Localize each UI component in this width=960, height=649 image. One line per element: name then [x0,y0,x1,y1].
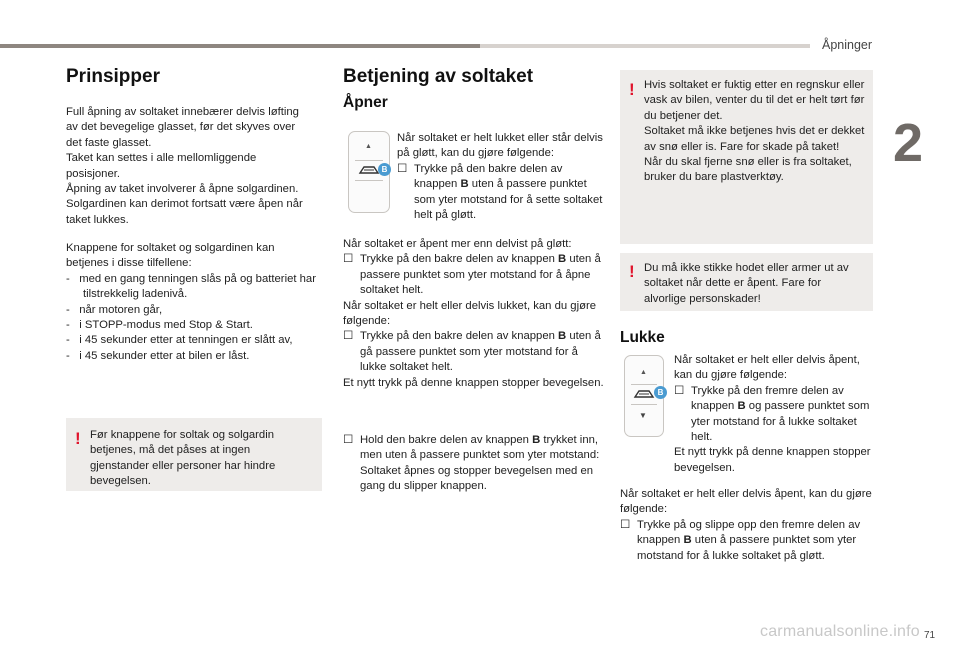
list-item: - når motoren går, [66,303,163,316]
bullet-item: ☐ Trykke på den bakre delen av knappen B uten å gå passere punktet som yter motstand for å lukke soltaket helt. [343,330,601,374]
list-item: - i STOPP-modus med Stop & Start. [66,319,253,332]
col1-para2 [66,241,328,364]
watermark: carmanualsonline.info [760,623,920,640]
col1-title-wrap [66,66,160,88]
checkbox-bullet-icon: ☐ [674,384,685,397]
col2-body [343,237,605,391]
bullet-item: ☐ Trykke på den bakre delen av knappen B uten å passere punktet som yter motstand for å åpne soltaket helt. [343,253,601,297]
bullet-item: ☐ Trykke på den bakre delen av knappen B uten å passere punktet som yter motstand for å sette soltaket helt på gløtt. [397,162,603,222]
list-item: - i 45 sekunder etter at tenningen er slått av, [66,334,293,347]
sunroof-icon [633,389,655,399]
col3-final [620,487,875,564]
arrow-up-icon: ▲ [365,143,372,150]
warning-box-3 [620,253,873,311]
header-rule-light [480,44,810,48]
list-item: - i 45 sekunder etter at bilen er låst. [66,349,250,362]
warning-icon: ! [629,80,635,99]
close-intro: Når soltaket er helt eller delvis åpent, kan du gjøre følgende: [674,354,860,382]
divider [355,160,383,161]
text-line: Full åpning av soltaket innebærer delvis løfting [66,106,299,118]
text-line: taket lukkes. [66,213,129,226]
warning-icon: ! [629,262,635,281]
text-line: Knappene for soltaket og solgardinen kan [66,242,275,254]
text-line: Solgardinen kan derimot fortsatt være åpen når [66,198,303,211]
checkbox-bullet-icon: ☐ [343,434,354,446]
arrow-down-icon: ▼ [639,411,647,420]
text-line: av det bevegelige glasset, før det skyves over [66,121,296,134]
warning-box-1 [66,418,322,491]
warning-text: Hvis soltaket er fuktig etter en regnskur eller vask av bilen, venter du til det er helt tørt før du betjener det. Soltaket må ikke betjenes hvis det er dekket av snø eller is. Fare for skade på taket! Når du skal fjerne snø eller is fra soltaket, bruker du bare plastverktøy. [644,79,865,184]
bullet-item: ☐ Hold den bakre delen av knappen B trykket inn, men uten å passere punktet som yter motstand: Soltaket åpnes og stopper bevegelsen med en gang du slipper knappen. [343,434,600,493]
text-line: betjenes i disse tilfellene: [66,257,192,270]
col2-hold [343,433,605,495]
bullet-item: ☐ Trykke på den fremre delen av knappen B og passere punktet som yter motstand for å lukke soltaket helt. [674,384,870,444]
page-number: 71 [924,630,936,641]
section-title: Åpninger [822,38,873,52]
stop-text: Et nytt trykk på denne knappen stopper bevegelsen. [674,446,871,474]
col1-para1 [66,105,328,228]
divider [631,404,657,405]
col2-title-wrap [343,66,533,88]
warning-icon: ! [75,429,81,448]
arrow-up-icon: ▲ [640,369,647,376]
open-more-intro: Når soltaket er åpent mer enn delvist på gløtt: [343,238,572,250]
text-line: posisjoner. [66,167,121,180]
checkbox-bullet-icon: ☐ [343,253,354,266]
subsection-heading: Åpner [343,94,388,111]
button-b-badge: B [378,163,391,176]
warning-text: Du må ikke stikke hodet eller armer ut av soltaket når dette er åpent. Fare for alvorlige personskader! [644,262,849,305]
warning-text: Før knappene for soltak og solgardin betjenes, må det påses at ingen gjenstander eller personer har hindre bevegelsen. [90,429,276,488]
checkbox-bullet-icon: ☐ [397,162,408,175]
intro-text: Når soltaket er helt lukket eller står delvis på gløtt, kan du gjøre følgende: [397,132,603,160]
stop-text: Et nytt trykk på denne knappen stopper bevegelsen. [343,376,604,389]
chapter-number: 2 [893,113,924,173]
page-title: Prinsipper [66,66,160,87]
col3-close [674,353,879,476]
subsection-heading: Lukke [620,329,665,346]
list-item: - med en gang tenningen slås på og batteriet har tilstrekkelig ladenivå. [66,272,316,301]
closed-intro: Når soltaket er helt eller delvis lukket, kan du gjøre følgende: [343,299,597,328]
warning-box-2 [620,70,873,244]
sunroof-icon [358,165,380,175]
bullet-item: ☐ Trykke på og slippe opp den fremre delen av knappen B uten å passere punktet som yter motstand for å lukke soltaket på gløtt. [620,518,861,562]
header-rule-dark [0,44,480,48]
col2-subtitle-wrap [343,94,388,112]
col3-title-wrap [620,329,665,347]
checkbox-bullet-icon: ☐ [343,330,354,343]
checkbox-bullet-icon: ☐ [620,518,631,531]
section-heading: Betjening av soltaket [343,66,534,87]
text-line: det faste glasset. [66,136,152,149]
final-intro: Når soltaket er helt eller delvis åpent, kan du gjøre følgende: [620,488,872,516]
col2-intro [397,131,607,223]
text-line: Taket kan settes i alle mellomliggende [66,152,257,165]
divider [355,180,383,181]
button-b-badge: B [654,386,667,399]
divider [631,384,657,385]
text-line: Åpning av taket involverer å åpne solgardinen. [66,183,299,196]
